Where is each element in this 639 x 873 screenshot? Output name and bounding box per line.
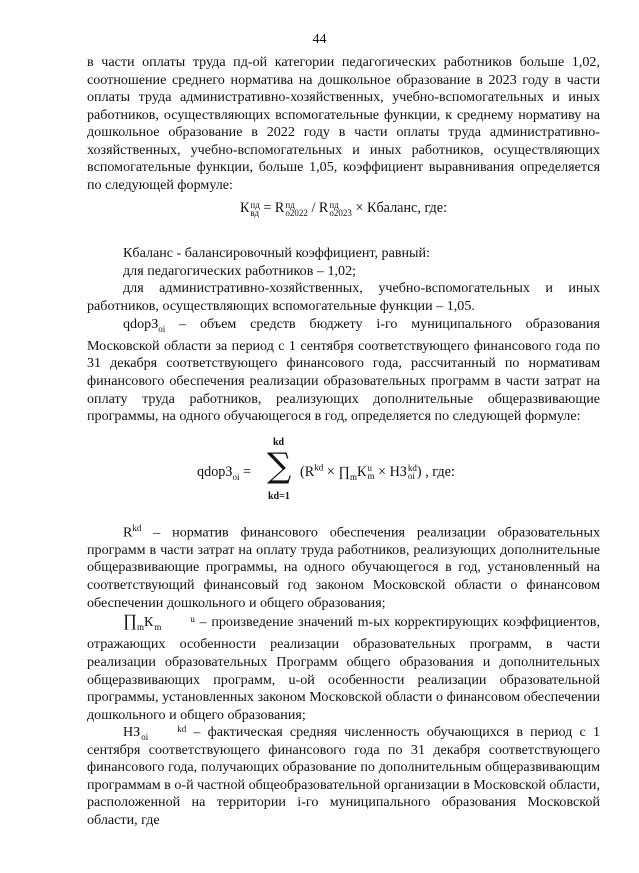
sum-lower-limit: kd=1 xyxy=(268,490,290,502)
kbalance-pedagogical: для педагогических работников – 1,02; xyxy=(123,262,357,279)
qdop-definition: qdopЗ$_{oi}$ – объем средств бюджету i-го муниципального образования Московской области за период с 1 сентября соответствующего финансового года по 31 декабря соответствующего финансового года, рассчитанный по нормативам финансового обеспечения реализации образовательных программ в части затрат на оплату труда работников, реализующих дополнительные общеразвивающие программы, на одного обучающегося в год, определяется по следующей формуле: xyxy=(87,315,600,425)
page-number: 44 xyxy=(312,32,327,47)
product-coefficients-definition: $\prod_mК$ u m – произведение значений m-ых корректирующих коэффициентов, отражающих особенности реализации образовательных программ, в части реализации образовательных Программ общего образования и дополнительных общеразвивающих программ, u-ой особенности реализации образовательной программы, установленных законом Московской области о финансовом обеспечении дошкольного и общего образования; xyxy=(87,611,600,723)
nz-definition: НЗ kd oi – фактическая средняя численность обучающихся в период с 1 сентября соответствующего финансового года по 31 декабря соответствующего финансового года, получающих образование по дополнительным общеразвивающим программам в о-й частной общеобразовательной организации в Московской области, расположенной на территории i-го муниципального образования Московской области, где xyxy=(87,723,600,828)
rkd-definition: $R^{kd}$ – норматив финансового обеспечения реализации образовательных программ в части затрат на оплату труда работников, реализующих дополнительные общеразвивающие программы, на одного обучающегося в год, установленный на соответствующий финансовый год законом Московской области о финансовом обеспечении дошкольного и общего образования; xyxy=(87,522,600,611)
formula-alignment-coefficient: Кпд вд = Rпд о2022 / Rпд о2023 × Кбаланс, где: xyxy=(239,200,448,219)
kbalance-definition: Кбаланс - балансировочный коэффициент, равный: xyxy=(123,245,430,262)
document-body xyxy=(87,54,600,829)
formula-qdop-sum: qdopЗ$_{oi}$ = kd ∑ kd=1 ($R^{kd}$ × $\prod_mКu$ m × НЗkd oi ) , где: xyxy=(87,428,600,520)
sum-upper-limit: kd xyxy=(273,436,285,448)
paragraph-coefficient-condition: в части оплаты труда пд-ой категории педагогических работников больше 1,02, соотношение среднего норматива на дошкольное образование в 2023 году в части оплаты труда административно-хозяйственных, учебно-вспомогательных и иных работников, осуществляющих вспомогательные функции, к среднему нормативу на дошкольное образование в 2022 году в части оплаты труда административно-хозяйственных, учебно-вспомогательных и иных работников, осуществляющих вспомогательные функции, больше 1,05, коэффициент выравнивания определяется по следующей формуле: xyxy=(87,54,600,193)
kbalance-administrative: для административно-хозяйственных, учебно-вспомогательных и иных работников, осуществляющих вспомогательные функции – 1,05. xyxy=(87,280,600,315)
sigma-icon: ∑ xyxy=(267,445,292,486)
